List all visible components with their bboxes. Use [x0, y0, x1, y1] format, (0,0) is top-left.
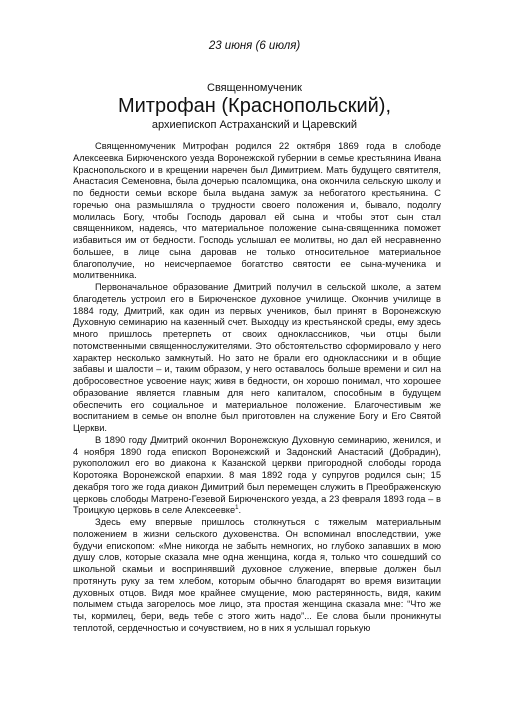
paragraph: Здесь ему впервые пришлось столкнуться с тяжелым материальным положением в жизни сельского духовенства. Он вспоминал впоследствии, уже будучи епископом: «Мне никогда не забыть немногих, но глубоко запавших в мою душу слов, которые сказала мне одна женщина, когда я, только что сошедший со школьной скамьи и воспринявший духовное служение, впервые должен был протянуть руку за тем хлебом, которым обычно благодарят во время визитации духовных отцов. Видя мое крайнее смущение, мою растерянность, видя, каким полымем стыда загорелось мое лицо, эта простая женщина сказала мне: “Что же ты, кормилец, бери, ведь тебе с этого жить надо”... Ее слова были проникнуты теплотой, сердечностью и сочувствием, но в них я услышал горькую — [73, 517, 441, 633]
paragraph: Священномученик Митрофан родился 22 октября 1869 года в слободе Алексеевка Бирюченского уезда Воронежской губернии в семье крестьянина Ивана Краснопольского и в крещении наречен был Димитрием. Мать будущего святителя, Анастасия Семеновна, была дочерью псаломщика, она окончила сельскую школу и по бедности семьи вскоре была выдана замуж за небогатого крестьянина. С горечью она размышляла о трудности своего положения и, бывало, подолгу молилась Богу, чтобы Господь даровал ей сына и чтобы этот сын стал священником, надеясь, что материальное положение сына-священника поможет избавиться им от бедности. Господь услышал ее молитвы, но дал ей несравненно большее, в лице сына даровав не только относительное материальное благополучие, но неисчерпаемое богатство святости ее сына-мученика и молитвенника. — [73, 141, 441, 281]
body-text — [73, 141, 441, 635]
footnote-reference[interactable]: 1 — [235, 505, 239, 512]
paragraph-text: В 1890 году Дмитрий окончил Воронежскую Духовную семинарию, женился, и 4 ноября 1890 года епископ Воронежский и Задонский Анастасий (Добрадин), рукоположил его во диакона к Казанской церкви пригородной слободы города Коротояка Воронежской епархии. 8 мая 1892 года у супругов родился сын; 15 декабря того же года диакон Димитрий был перемещен служить в Преображенскую церковь слободы Матрено-Гезевой Бирюченского уезда, а 23 февраля 1893 года – в Троицкую церковь в селе Алексеевке — [73, 434, 441, 516]
page-title: Митрофан (Краснопольский), — [117, 95, 392, 117]
paragraph: В 1890 году Дмитрий окончил Воронежскую Духовную семинарию, женился, и 4 ноября 1890 года епископ Воронежский и Задонский Анастасий (Добрадин), рукоположил его во диакона к Казанской церкви пригородной слободы города Коротояка Воронежской епархии. 8 мая 1892 года у супругов родился сын; 15 декабря того же года диакон Димитрий был перемещен служить в Преображенскую церковь слободы Матрено-Гезевой Бирюченского уезда, а 23 февраля 1893 года – в Троицкую церковь в селе Алексеевке$^1$. — [73, 434, 441, 516]
feast-date: 23 июня (6 июля) — [208, 40, 301, 52]
page-subtitle: архиепископ Астраханский и Царевский — [151, 119, 358, 131]
paragraph: Первоначальное образование Дмитрий получил в сельской школе, а затем благодетель устроил его в Бирюченское духовное училище. Окончив училище в 1884 году, Дмитрий, как один из первых учеников, был принят в Воронежскую Духовную семинарию на казенный счет. Выходцу из крестьянской среды, ему здесь много пришлось претерпеть от своих одноклассников, чьи отцы были потомственными священнослужителями. Это обстоятельство сформировало у него характер несколько замкнутый. Но зато не брали его одноклассники и в общие забавы и шалости – и, таким образом, у него оставалось больше времени и сил на добросовестное усвоение наук; живя в бедности, он хорошо понимал, что хорошее образование является главным для него капиталом, способным в будущем обеспечить его социальное и материальное положение. Благочестивым же воспитанием в семье он вполне был приготовлен на служение Богу и Его Святой Церкви. — [73, 282, 441, 433]
saint-rank: Священномученик — [207, 82, 302, 94]
